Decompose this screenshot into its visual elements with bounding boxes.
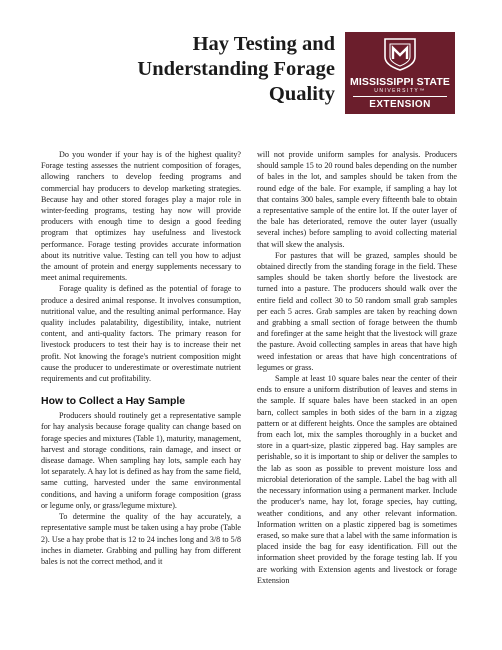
- title-line-3: Quality: [268, 83, 335, 105]
- section-heading: How to Collect a Hay Sample: [41, 395, 186, 408]
- msu-extension-logo: [345, 32, 455, 114]
- logo-extension-label: EXTENSION: [369, 99, 431, 110]
- left-column: [41, 149, 241, 567]
- square-bale-paragraph: Sample at least 10 square bales near the center of their ends to ensure a uniform distribution of leaves and stems in the sample. If square bales have been stacked in an open barn, collect samples in both sides of the barn in a zigzag pattern or at different heights. Once the samples are obtained from each lot, mix the samples thoroughly in a bucket and store in a quart-size, plastic zippered bag. Hay samples are perishable, so it is important to ship or deliver the samples to the lab as soon as possible to prevent moisture loss and microbial deterioration of the sample. Label the bag with all the necessary information using a permanent marker. Include the producer's name, hay lot, forage species, hay cutting, weather conditions, and any other relevant information. Information written on a plastic zippered bag is sometimes erased, so make sure that a label with the same information is placed inside the bag for easy identification. Fill out the information sheet provided by the forage testing lab. If you are working with Extension agents and livestock or forage Extension: [257, 374, 457, 585]
- right-column: [257, 149, 457, 586]
- logo-divider: [353, 96, 447, 97]
- pasture-paragraph: For pastures that will be grazed, samples should be obtained directly from the standing forage in the field. These samples should be taken shortly before the livestock are turned into a pasture. The producers should walk over the entire field and collect 30 to 50 random small grab samples per each 5 acres. Grab samples are taken by reaching down and grabbing a small section of forage between the thumb and forefinger at the same height that the livestock will graze the pasture. Avoid collecting samples in areas that have high weed infestation or areas that have high concentrations of legumes or grass.: [257, 250, 457, 372]
- forage-quality-paragraph: Forage quality is defined as the potential of forage to produce a desired animal response. It involves consumption, nutritional value, and the resulting animal performance. Hay quality includes palatability, digestibility, intake, nutrient content, and anti-quality factors. The primary reason for livestock producers to test their hay is to increase their net profit. Not knowing the forage's nutrient composition might cause the producer to underestimate or overestimate nutrient requirements and cut profitability.: [41, 284, 241, 384]
- hay-probe-paragraph: To determine the quality of the hay accurately, a representative sample must be taken using a hay probe (Table 2). Use a hay probe that is 12 to 24 inches long and 3/8 to 5/8 inches in diameter. Grabbing and pulling hay from different bales is not the correct method, and it: [41, 512, 241, 566]
- logo-university-name: MISSISSIPPI STATE: [350, 76, 450, 88]
- round-bale-paragraph: will not provide uniform samples for analysis. Producers should sample 15 to 20 round bales depending on the number of bales in the lot, and samples should be taken from the round edge of the bale. For example, if sampling a hay lot that contains 300 bales, sample every fifteenth bale to obtain a representative sample of the entire lot. If the outer layer of the bale has deteriorated, remove the outer layer (usually several inches) before sampling to avoid collecting material that will skew the analysis.: [257, 150, 457, 249]
- title-line-2: Understanding Forage: [137, 58, 335, 80]
- msu-seal-icon: [381, 37, 419, 71]
- logo-university-label: UNIVERSITY™: [374, 88, 426, 94]
- intro-paragraph: Do you wonder if your hay is of the highest quality? Forage testing assesses the nutrient composition of forages, allowing ranchers to develop feeding programs and commercial hay producers to develop marketing strategies. Because hay and other stored forages play a major role in winter-feeding programs, testing hay now will provide producers with enough time to design a good feeding program that optimizes hay usefulness and livestock performance. Forage testing provides accurate information about its nutritive value. Testing can tell you how to adjust the amount of protein and energy supplements necessary to meet animal requirements.: [41, 150, 241, 283]
- sampling-paragraph: Producers should routinely get a representative sample for hay analysis because forage quality can change based on forage species and mixtures (Table 1), maturity, management, harvest and storage conditions, rain damage, and insect or disease damage. When sampling hay lots, sample each hay lot separately. A hay lot is defined as hay from the same field, same cutting, harvested under the same environmental conditions, and having a uniform forage composition (grass or legume only, or grass/legume mixture).: [41, 411, 241, 510]
- document-title: [0, 32, 335, 107]
- title-line-1: Hay Testing and: [192, 33, 335, 55]
